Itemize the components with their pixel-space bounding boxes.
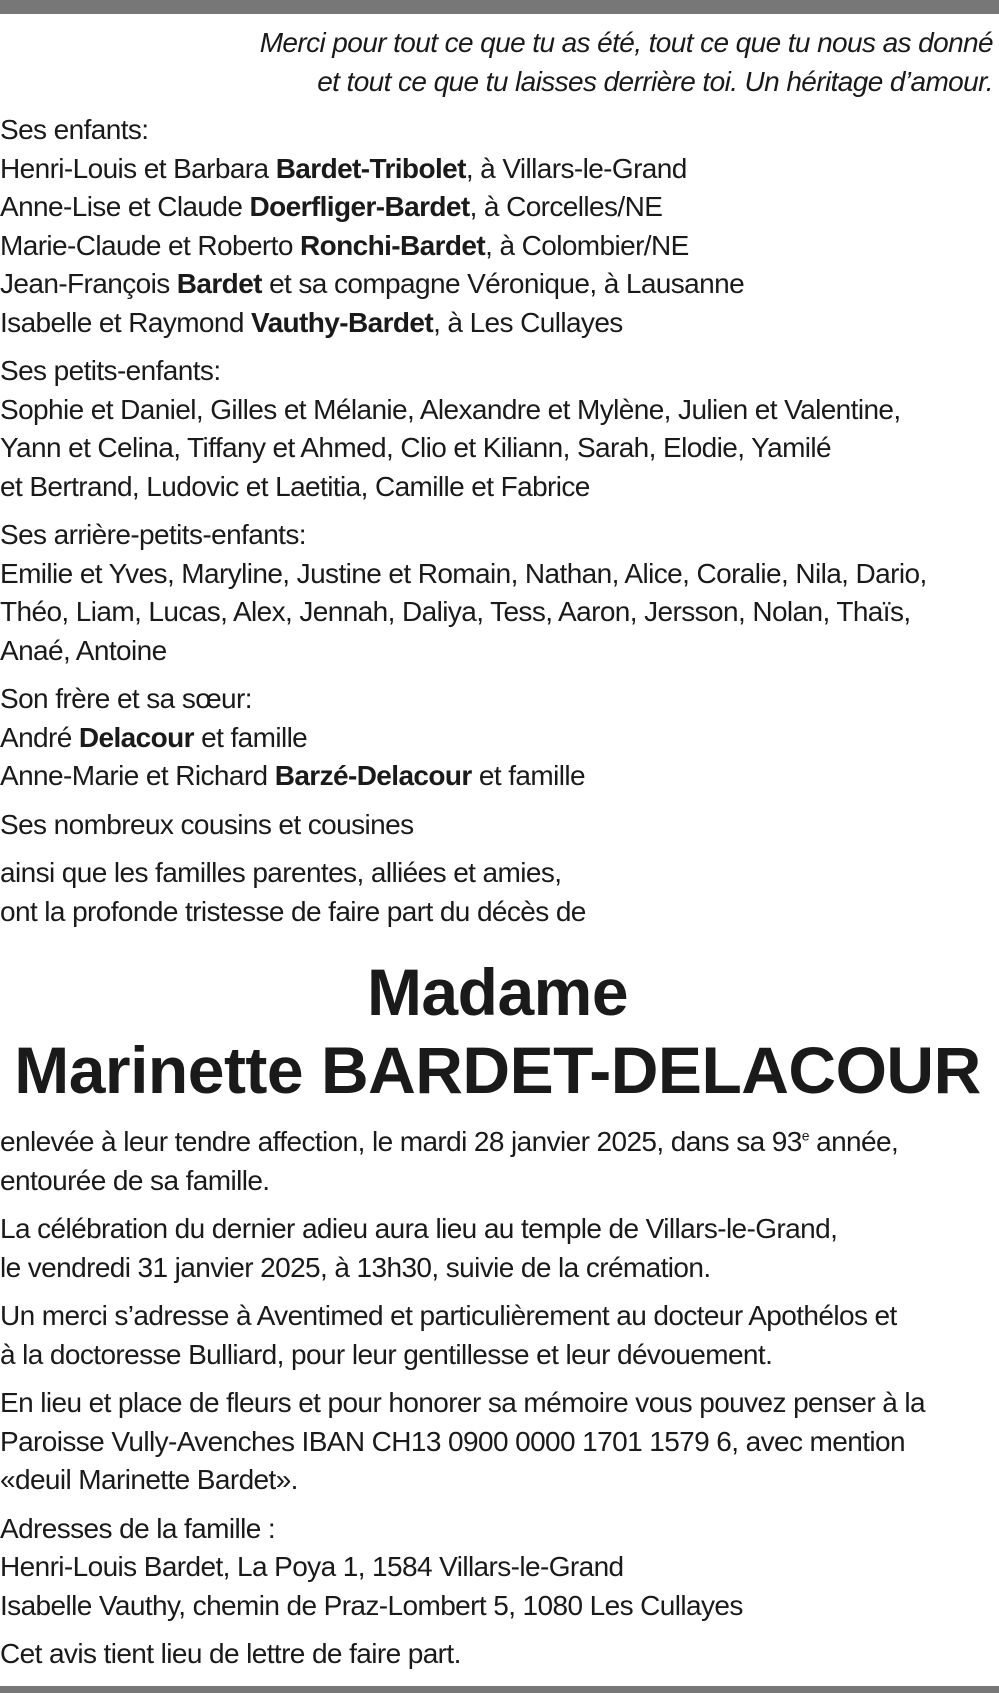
donation-line-3: «deuil Marinette Bardet».	[0, 1464, 298, 1495]
closing-section	[0, 1635, 995, 1674]
child-location: , à Corcelles/NE	[469, 191, 663, 222]
cousins-section	[0, 806, 995, 845]
address-line-1: Henri-Louis Bardet, La Poya 1, 1584 Villars-le-Grand	[0, 1551, 624, 1582]
address-line-2: Isabelle Vauthy, chemin de Praz-Lombert 5, 1080 Les Cullayes	[0, 1589, 743, 1621]
passing-line-1	[0, 1123, 995, 1162]
bottom-rule	[0, 1686, 999, 1693]
great-grandchildren-heading: Ses arrière-petits-enfants:	[0, 519, 306, 550]
passing-section	[0, 1123, 995, 1200]
ceremony-section	[0, 1210, 995, 1287]
child-row	[0, 265, 995, 304]
top-rule	[0, 0, 999, 14]
sibling-row	[0, 757, 995, 796]
child-surname: Ronchi-Bardet	[299, 229, 486, 261]
grandchildren-line: Sophie et Daniel, Gilles et Mélanie, Alexandre et Mylène, Julien et Valentine,	[0, 393, 901, 425]
child-given-names: Isabelle et Raymond	[0, 306, 252, 338]
child-row	[0, 227, 995, 266]
sibling-surname: Delacour	[78, 721, 194, 753]
ceremony-line-1: La célébration du dernier adieu aura lieu au temple de Villars-le-Grand,	[0, 1213, 838, 1244]
families-section	[0, 854, 995, 931]
child-surname: Bardet-Tribolet	[275, 152, 466, 184]
sibling-given-names: Anne-Marie et Richard	[0, 760, 275, 791]
families-line-1: ainsi que les familles parentes, alliées et amies,	[0, 857, 562, 888]
deceased-honorific: Madame	[366, 955, 629, 1029]
child-row	[0, 188, 995, 227]
grandchildren-line: Yann et Celina, Tiffany et Ahmed, Clio et Kiliann, Sarah, Elodie, Yamilé	[0, 432, 832, 463]
child-surname: Doerfliger-Bardet	[249, 191, 470, 222]
deceased-title-block	[0, 953, 995, 1109]
grandchildren-line: et Bertrand, Ludovic et Laetitia, Camille et Fabrice	[0, 470, 590, 502]
ceremony-line-2: le vendredi 31 janvier 2025, à 13h30, suivie de la crémation.	[0, 1251, 711, 1283]
great-grandchildren-section	[0, 516, 995, 670]
siblings-heading: Son frère et sa sœur:	[0, 683, 252, 714]
siblings-section	[0, 680, 995, 796]
children-section	[0, 111, 995, 342]
grandchildren-heading: Ses petits-enfants:	[0, 355, 221, 386]
donation-line-2: Paroisse Vully-Avenches IBAN CH13 0900 0000 1701 1579 6, avec mention	[0, 1425, 905, 1457]
child-given-names: Jean-François	[0, 268, 177, 299]
obituary-notice	[0, 24, 995, 1684]
child-given-names: Marie-Claude et Roberto	[0, 229, 300, 261]
child-location: et sa compagne Véronique, à Lausanne	[261, 268, 745, 299]
ordinal-suffix: e	[801, 1127, 809, 1144]
thanks-line-2: à la doctoresse Bulliard, pour leur gentillesse et leur dévouement.	[0, 1338, 773, 1370]
child-location: , à Colombier/NE	[485, 229, 689, 261]
donation-line-1: En lieu et place de fleurs et pour honorer sa mémoire vous pouvez penser à la	[0, 1387, 926, 1418]
donation-section	[0, 1384, 995, 1500]
grandchildren-section	[0, 352, 995, 506]
child-surname: Bardet	[176, 268, 262, 299]
children-heading: Ses enfants:	[0, 114, 149, 145]
deceased-name: Marinette BARDET-DELACOUR	[14, 1033, 981, 1107]
thanks-line-1: Un merci s’adresse à Aventimed et particulièrement au docteur Apothélos et	[0, 1300, 897, 1331]
thanks-section	[0, 1297, 995, 1374]
child-row	[0, 150, 995, 189]
great-grandchildren-line: Anaé, Antoine	[0, 634, 167, 666]
great-grandchildren-line: Emilie et Yves, Maryline, Justine et Romain, Nathan, Alice, Coralie, Nila, Dario,	[0, 557, 927, 589]
child-row	[0, 304, 995, 343]
sibling-suffix: et famille	[193, 721, 308, 753]
addresses-heading: Adresses de la famille :	[0, 1512, 276, 1544]
child-given-names: Anne-Lise et Claude	[0, 191, 250, 222]
passing-text-end: année,	[808, 1126, 899, 1157]
passing-line-2: entourée de sa famille.	[0, 1164, 270, 1196]
quote-line-1: Merci pour tout ce que tu as été, tout ce que tu nous as donné	[259, 27, 993, 58]
sibling-suffix: et famille	[471, 760, 585, 791]
families-line-2: ont la profonde tristesse de faire part du décès de	[0, 895, 586, 927]
addresses-section	[0, 1510, 995, 1626]
passing-text: enlevée à leur tendre affection, le mardi 28 janvier 2025, dans sa 93	[0, 1126, 802, 1157]
quote-line-2: et tout ce que tu laisses derrière toi. Un héritage d’amour.	[317, 65, 993, 97]
sibling-surname: Barzé-Delacour	[274, 760, 472, 791]
closing-line: Cet avis tient lieu de lettre de faire part.	[0, 1638, 461, 1669]
child-surname: Vauthy-Bardet	[251, 306, 434, 338]
sibling-given-names: André	[0, 721, 79, 753]
epigraph-quote	[0, 24, 995, 101]
child-given-names: Henri-Louis et Barbara	[0, 152, 276, 184]
child-location: , à Villars-le-Grand	[465, 152, 687, 184]
child-location: , à Les Cullayes	[433, 306, 623, 338]
sibling-row	[0, 719, 995, 758]
cousins-line: Ses nombreux cousins et cousines	[0, 808, 414, 840]
great-grandchildren-line: Théo, Liam, Lucas, Alex, Jennah, Daliya, Tess, Aaron, Jersson, Nolan, Thaïs,	[0, 596, 911, 627]
